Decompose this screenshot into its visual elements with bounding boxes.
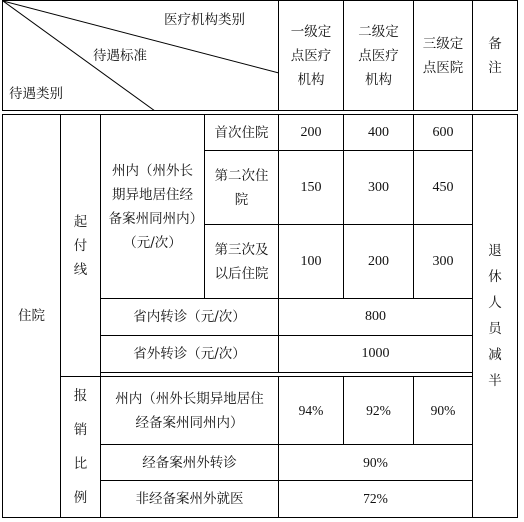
threshold-value: 450 bbox=[414, 151, 473, 225]
threshold-in-province-label: 省内转诊（元/次） bbox=[101, 299, 279, 336]
reimburse-unfiled-out-label: 非经备案州外就医 bbox=[101, 481, 279, 518]
threshold-row-label: 第三次及以后住院 bbox=[205, 225, 279, 299]
threshold-value: 300 bbox=[344, 151, 414, 225]
header-level2: 二级定点医疗机构 bbox=[344, 1, 414, 111]
threshold-value: 200 bbox=[279, 115, 344, 151]
threshold-value: 400 bbox=[344, 115, 414, 151]
header-level1: 一级定点医疗机构 bbox=[279, 1, 344, 111]
reimburse-value: 92% bbox=[344, 377, 414, 445]
header-remarks: 备注 bbox=[473, 1, 518, 111]
treatment-standards-table bbox=[2, 0, 518, 518]
remarks-text: 退休人员减半 bbox=[473, 115, 518, 518]
threshold-row-1 bbox=[3, 115, 518, 151]
reimburse-in-prefecture-label: 州内（州外长期异地居住经备案州同州内） bbox=[101, 377, 279, 445]
threshold-value: 600 bbox=[414, 115, 473, 151]
header-treatment-label: 待遇类别 bbox=[9, 86, 63, 102]
threshold-value: 150 bbox=[279, 151, 344, 225]
threshold-value: 300 bbox=[414, 225, 473, 299]
reimburse-unfiled-out-value: 72% bbox=[279, 481, 473, 518]
reimburse-filed-out-label: 经备案州外转诊 bbox=[101, 445, 279, 481]
threshold-out-province-label: 省外转诊（元/次） bbox=[101, 336, 279, 373]
threshold-in-province-value: 800 bbox=[279, 299, 473, 336]
reimbursement-label: 报销比例 bbox=[61, 377, 101, 518]
reimburse-filed-out-value: 90% bbox=[279, 445, 473, 481]
header-category-label: 医疗机构类别 bbox=[164, 12, 245, 28]
section-inpatient: 住院 bbox=[3, 115, 61, 518]
reimburse-value: 94% bbox=[279, 377, 344, 445]
threshold-out-province-value: 1000 bbox=[279, 336, 473, 373]
reimburse-value: 90% bbox=[414, 377, 473, 445]
threshold-row-label: 首次住院 bbox=[205, 115, 279, 151]
threshold-label: 起付线 bbox=[61, 115, 101, 377]
diagonal-header-cell bbox=[3, 1, 279, 111]
header-level3: 三级定点医院 bbox=[414, 1, 473, 111]
threshold-in-prefecture-label: 州内（州外长期异地居住经备案州同州内）（元/次） bbox=[101, 115, 205, 299]
threshold-value: 100 bbox=[279, 225, 344, 299]
header-standard-label: 待遇标准 bbox=[93, 48, 147, 64]
header-row bbox=[3, 1, 518, 111]
threshold-value: 200 bbox=[344, 225, 414, 299]
reimburse-in-prefecture-row bbox=[3, 377, 518, 445]
threshold-row-label: 第二次住院 bbox=[205, 151, 279, 225]
treatment-standards-table-wrapper bbox=[2, 0, 518, 518]
